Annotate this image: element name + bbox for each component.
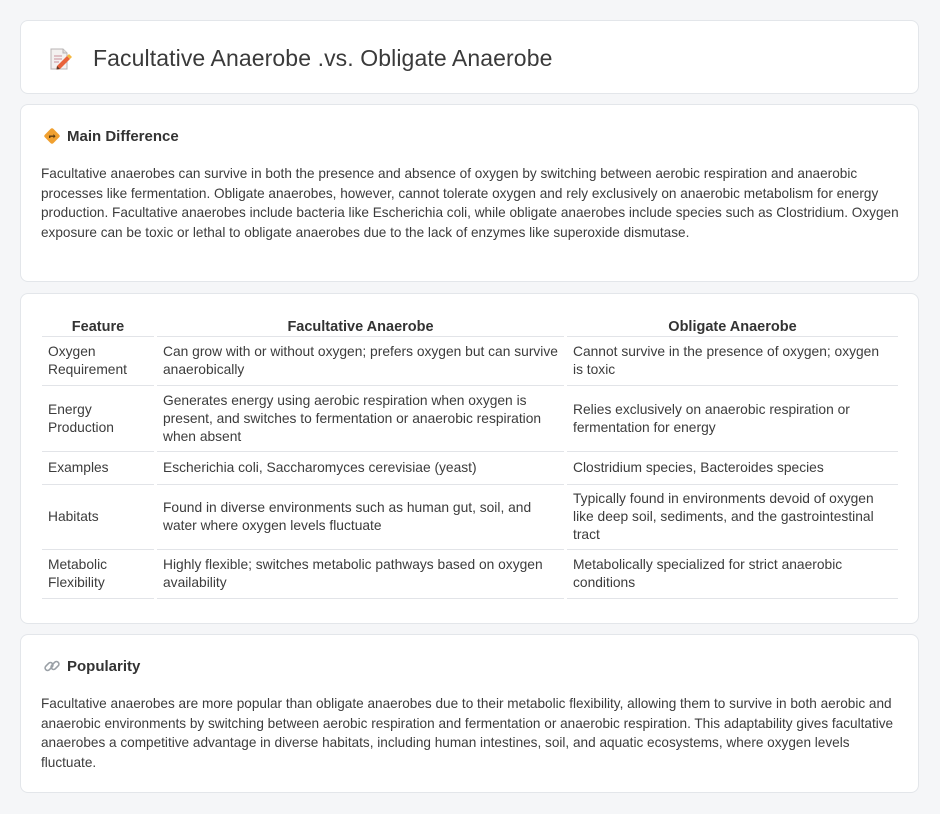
comparison-card xyxy=(20,293,919,624)
page-title: Facultative Anaerobe .vs. Obligate Anaerobe xyxy=(93,45,553,71)
title-row xyxy=(47,45,552,72)
comparison-table xyxy=(42,315,898,599)
table-row xyxy=(42,452,898,485)
feature-cell: Oxygen Requirement xyxy=(42,337,154,386)
facultative-cell: Found in diverse environments such as human gut, soil, and water where oxygen levels fluctuate xyxy=(157,485,564,550)
table-row xyxy=(42,550,898,599)
table-row xyxy=(42,386,898,452)
feature-cell: Energy Production xyxy=(42,386,154,452)
feature-cell: Metabolic Flexibility xyxy=(42,550,154,599)
column-header-facultative: Facultative Anaerobe xyxy=(157,315,564,337)
facultative-cell: Escherichia coli, Saccharomyces cerevisiae (yeast) xyxy=(157,452,564,485)
title-card xyxy=(20,20,919,94)
feature-cell: Habitats xyxy=(42,485,154,550)
facultative-cell: Highly flexible; switches metabolic pathways based on oxygen availability xyxy=(157,550,564,599)
popularity-title: Popularity xyxy=(67,657,141,675)
popularity-card xyxy=(20,634,919,793)
main-difference-text: Facultative anaerobes can survive in both the presence and absence of oxygen by switching between aerobic respiration and anaerobic processes like fermentation. Obligate anaerobes, however, cannot tolerate oxygen and rely exclusively on anaerobic metabolism for energy production. Facultative anaerobes include bacteria like Escherichia coli, while obligate anaerobes include species such as Clostridium. Oxygen exposure can be toxic or lethal to obligate anaerobes due to the lack of enzymes like superoxide dismutase. xyxy=(41,166,899,240)
obligate-cell: Clostridium species, Bacteroides species xyxy=(567,452,898,485)
memo-pencil-icon xyxy=(47,46,73,72)
main-difference-header xyxy=(43,127,179,145)
obligate-cell: Relies exclusively on anaerobic respiration or fermentation for energy xyxy=(567,386,898,452)
obligate-cell: Metabolically specialized for strict anaerobic conditions xyxy=(567,550,898,599)
facultative-cell: Can grow with or without oxygen; prefers oxygen but can survive anaerobically xyxy=(157,337,564,386)
column-header-obligate: Obligate Anaerobe xyxy=(567,315,898,337)
table-row xyxy=(42,337,898,386)
column-header-feature: Feature xyxy=(42,315,154,337)
popularity-text: Facultative anaerobes are more popular than obligate anaerobes due to their metabolic flexibility, allowing them to survive in both aerobic and anaerobic environments by switching between aerobic respiration and fermentation or anaerobic respiration. This adaptability gives facultative anaerobes a competitive advantage in diverse habitats, including human intestines, soil, and aquatic ecosystems, where oxygen levels fluctuate. xyxy=(41,696,894,770)
obligate-cell: Typically found in environments devoid of oxygen like deep soil, sediments, and the gastrointestinal tract xyxy=(567,485,898,550)
table-row xyxy=(42,485,898,550)
main-difference-title: Main Difference xyxy=(67,127,179,145)
popularity-header xyxy=(43,657,140,675)
diamond-direction-icon xyxy=(43,127,61,145)
table-header-row xyxy=(42,315,898,337)
facultative-cell: Generates energy using aerobic respiration when oxygen is present, and switches to fermentation or anaerobic respiration when absent xyxy=(157,386,564,452)
feature-cell: Examples xyxy=(42,452,154,485)
link-icon xyxy=(43,657,61,675)
obligate-cell: Cannot survive in the presence of oxygen; oxygen is toxic xyxy=(567,337,898,386)
main-difference-card xyxy=(20,104,919,282)
